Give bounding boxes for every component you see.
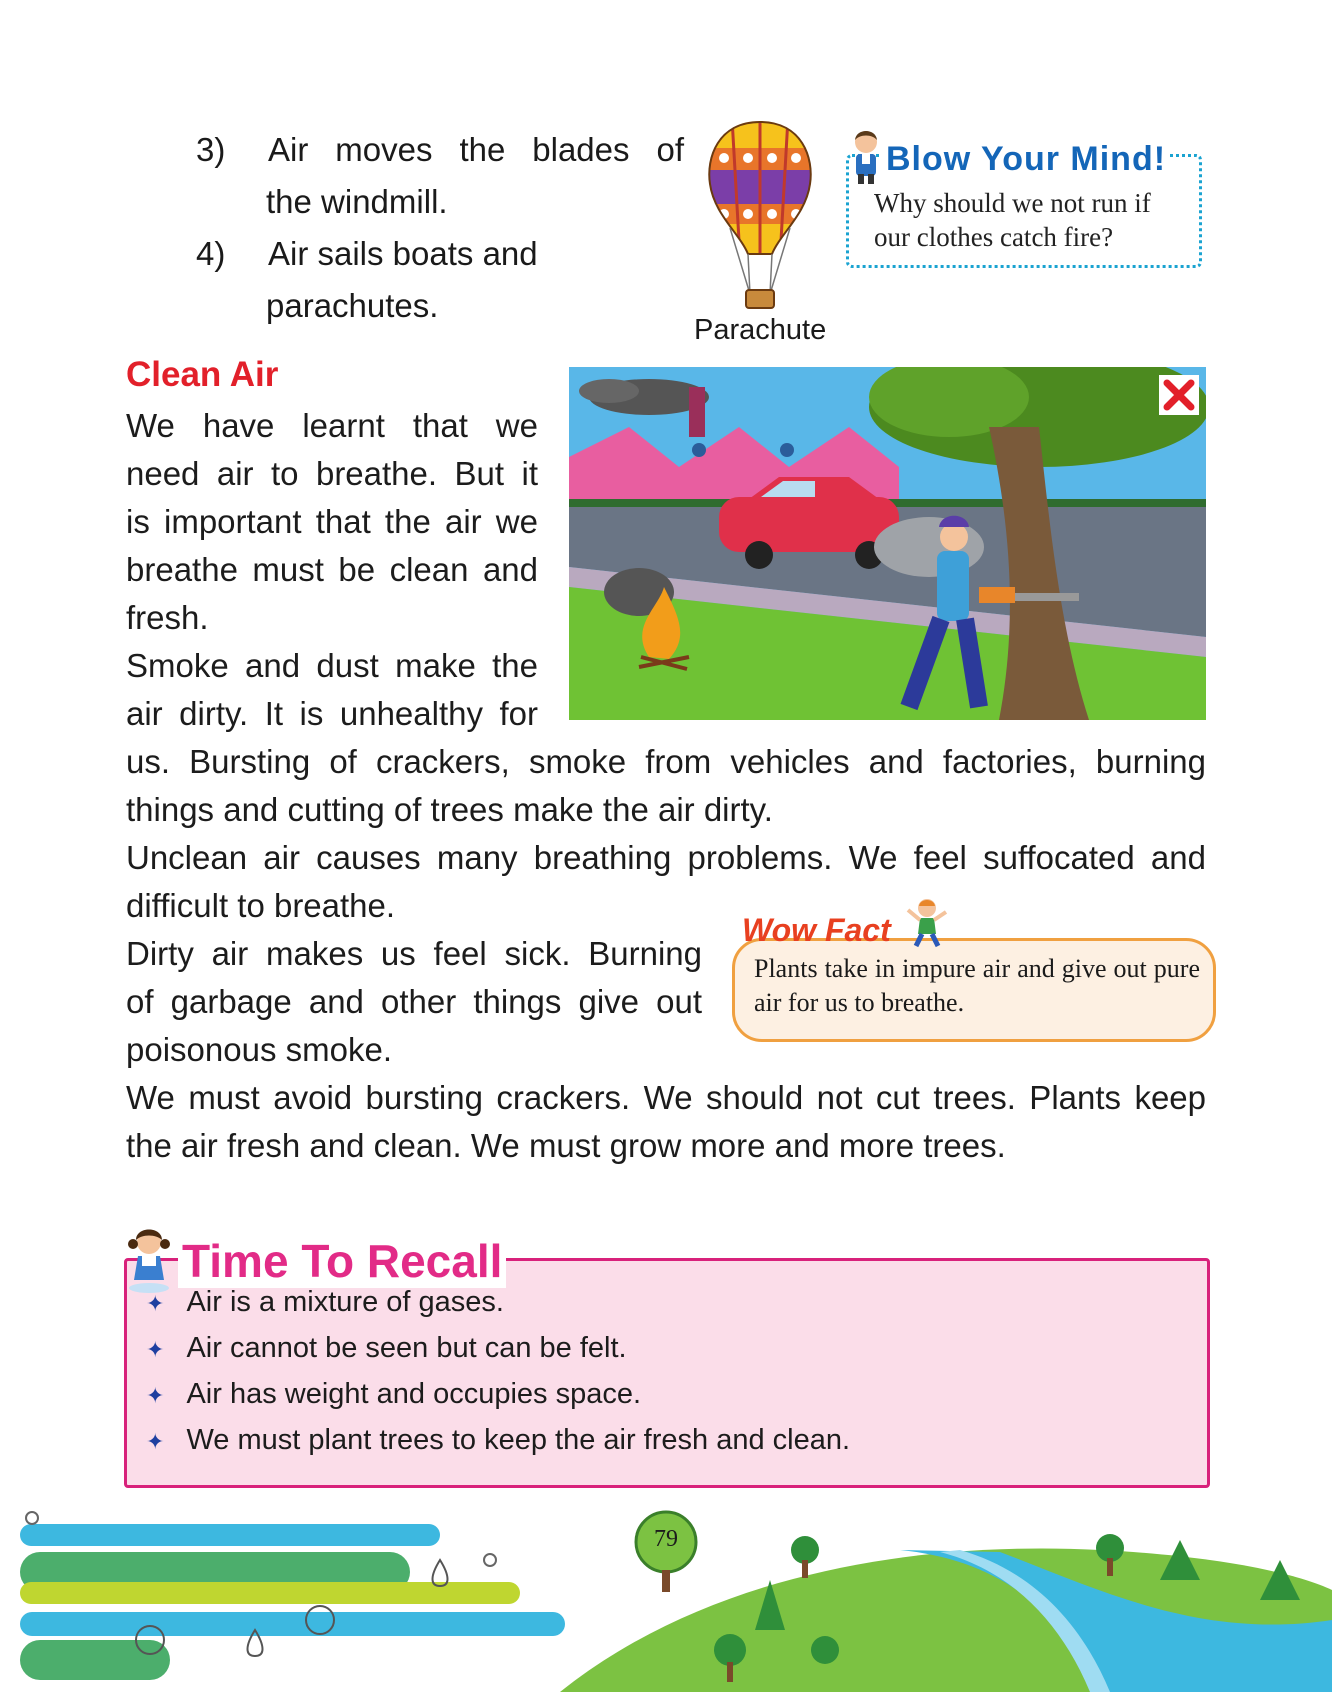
- list-item-4-number: 4): [196, 235, 226, 272]
- para5: We must avoid bursting crackers. We should not cut trees. Plants keep the air fresh and clean. We must grow more and more trees.: [126, 1079, 1206, 1164]
- blow-your-mind-title: Blow Your Mind!: [882, 140, 1170, 179]
- para1-line1: We have learnt that we: [126, 407, 538, 444]
- star-bullet-icon: ✦: [146, 1429, 165, 1454]
- star-bullet-icon: ✦: [146, 1383, 165, 1408]
- para2-rest: us. Bursting of crackers, smoke from vehicles and factories, burning things and cutting of trees make the air dirty.: [126, 743, 1206, 828]
- recall-item: ✦ We must plant trees to keep the air fresh and clean.: [146, 1424, 851, 1456]
- para4-line2: of garbage and other things give out: [126, 983, 702, 1020]
- para1-line2: need air to breathe. But it: [126, 455, 538, 492]
- para2-line2: air dirty. It is unhealthy for: [126, 695, 538, 732]
- list-item-4-line2: parachutes.: [266, 287, 439, 324]
- wow-fact-text: Plants take in impure air and give out pure air for us to breathe.: [754, 954, 1200, 1017]
- blow-your-mind-text: Why should we not run if our clothes catch fire?: [874, 188, 1151, 252]
- para4-line3: poisonous smoke.: [126, 1031, 392, 1068]
- star-bullet-icon: ✦: [146, 1337, 165, 1362]
- time-to-recall-title: Time To Recall: [178, 1234, 506, 1288]
- list-item-3-number: 3): [196, 131, 226, 168]
- para1-line5: fresh.: [126, 599, 209, 636]
- star-bullet-icon: ✦: [146, 1291, 165, 1316]
- para1-line4: breathe must be clean and: [126, 551, 538, 588]
- page-number: 79: [654, 1526, 678, 1552]
- parachute-illustration: [700, 118, 820, 314]
- parachute-caption: Parachute: [694, 314, 827, 346]
- list-item-3-line2: the windmill.: [266, 183, 448, 220]
- list-item-4-line1: Air sails boats and: [268, 235, 538, 272]
- kid-icon: [906, 896, 948, 948]
- para1-line3: is important that the air we: [126, 503, 538, 540]
- list-item-3-line1: Air moves the blades of: [268, 131, 684, 168]
- air-pollution-illustration: [569, 367, 1206, 720]
- clean-air-heading: Clean Air: [126, 355, 279, 394]
- recall-item: ✦ Air has weight and occupies space.: [146, 1378, 642, 1410]
- wow-fact-title: Wow Fact: [742, 912, 891, 948]
- para2-line1: Smoke and dust make the: [126, 647, 538, 684]
- recall-item: ✦ Air cannot be seen but can be felt.: [146, 1332, 627, 1364]
- recall-item: ✦ Air is a mixture of gases.: [146, 1286, 504, 1318]
- boy-icon: [848, 128, 884, 186]
- para3: Unclean air causes many breathing problems. We feel suffocated and difficult to breathe.: [126, 839, 1206, 924]
- para4-line1: Dirty air makes us feel sick. Burning: [126, 935, 702, 972]
